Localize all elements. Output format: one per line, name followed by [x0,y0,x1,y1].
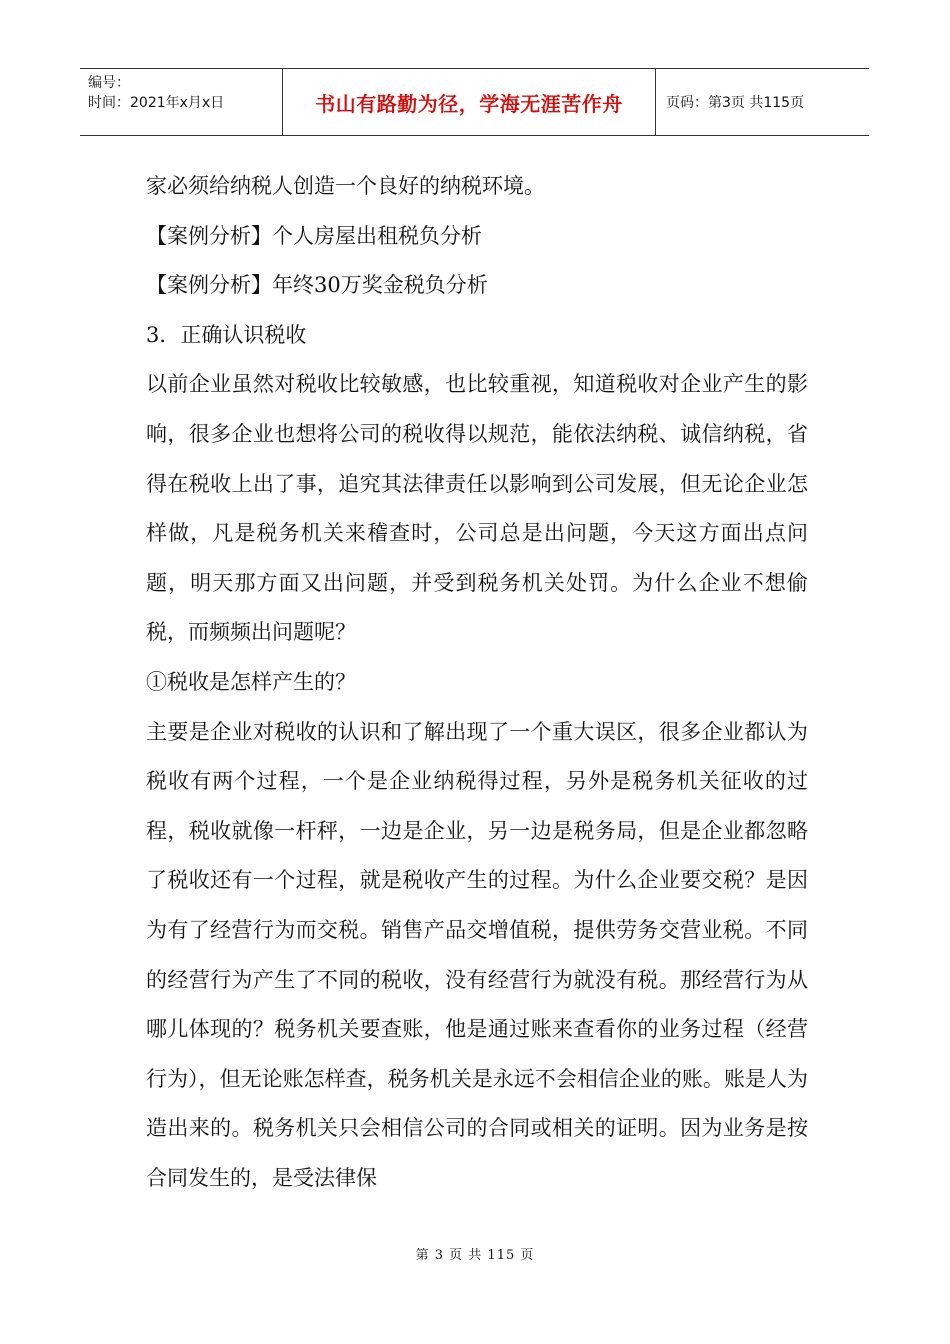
header-motto: 书山有路勤为径，学海无涯苦作舟 [283,69,656,135]
paragraph-tax-problems: 以前企业虽然对税收比较敏感，也比较重视，知道税收对企业产生的影响，很多企业也想将公司的税收得以规范，能依法纳税、诚信纳税，省得在税收上出了事，追究其法律责任以影响到公司发展，但无论企业怎样做，凡是税务机关来稽查时，公司总是出问题，今天这方面出点问题，明天那方面又出问题，并受到税务机关处罚。为什么企业不想偷税，而频频出问题呢？ [146,372,808,645]
paragraph-continuation: 家必须给纳税人创造一个良好的纳税环境。 [146,174,545,198]
case-analysis-year-end-bonus: 【案例分析】年终30万奖金税负分析 [146,273,488,298]
document-body [146,162,808,1203]
header-number-label: 编号： [88,75,130,91]
subsection-heading: ①税收是怎样产生的？ [146,669,356,694]
section-heading: 3．正确认识税收 [146,322,307,347]
header-meta [80,69,283,135]
header-date: 时间：2021年x月x日 [88,95,225,111]
page-footer: 第 3 页 共 115 页 [415,1248,535,1263]
paragraph-tax-origin: 主要是企业对税收的认识和了解出现了一个重大误区，很多企业都认为税收有两个过程，一个是企业纳税得过程，另外是税务机关征收的过程，税收就像一杆秤，一边是企业，另一边是税务局，但是企业都忽略了税收还有一个过程，就是税收产生的过程。为什么企业要交税？是因为有了经营行为而交税。销售产品交增值税，提供劳务交营业税。不同的经营行为产生了不同的税收，没有经营行为就没有税。那经营行为从哪儿体现的？税务机关要查账，他是通过账来查看你的业务过程（经营行为），但无论账怎样查，税务机关是永远不会相信企业的账。账是人为造出来的。税务机关只会相信公司的合同或相关的证明。因为业务是按合同发生的，是受法律保 [146,719,808,1190]
case-analysis-housing-rental: 【案例分析】个人房屋出租税负分析 [146,223,482,248]
page-header [80,68,869,136]
header-page-info: 页码：第3页 共115页 [666,95,805,111]
